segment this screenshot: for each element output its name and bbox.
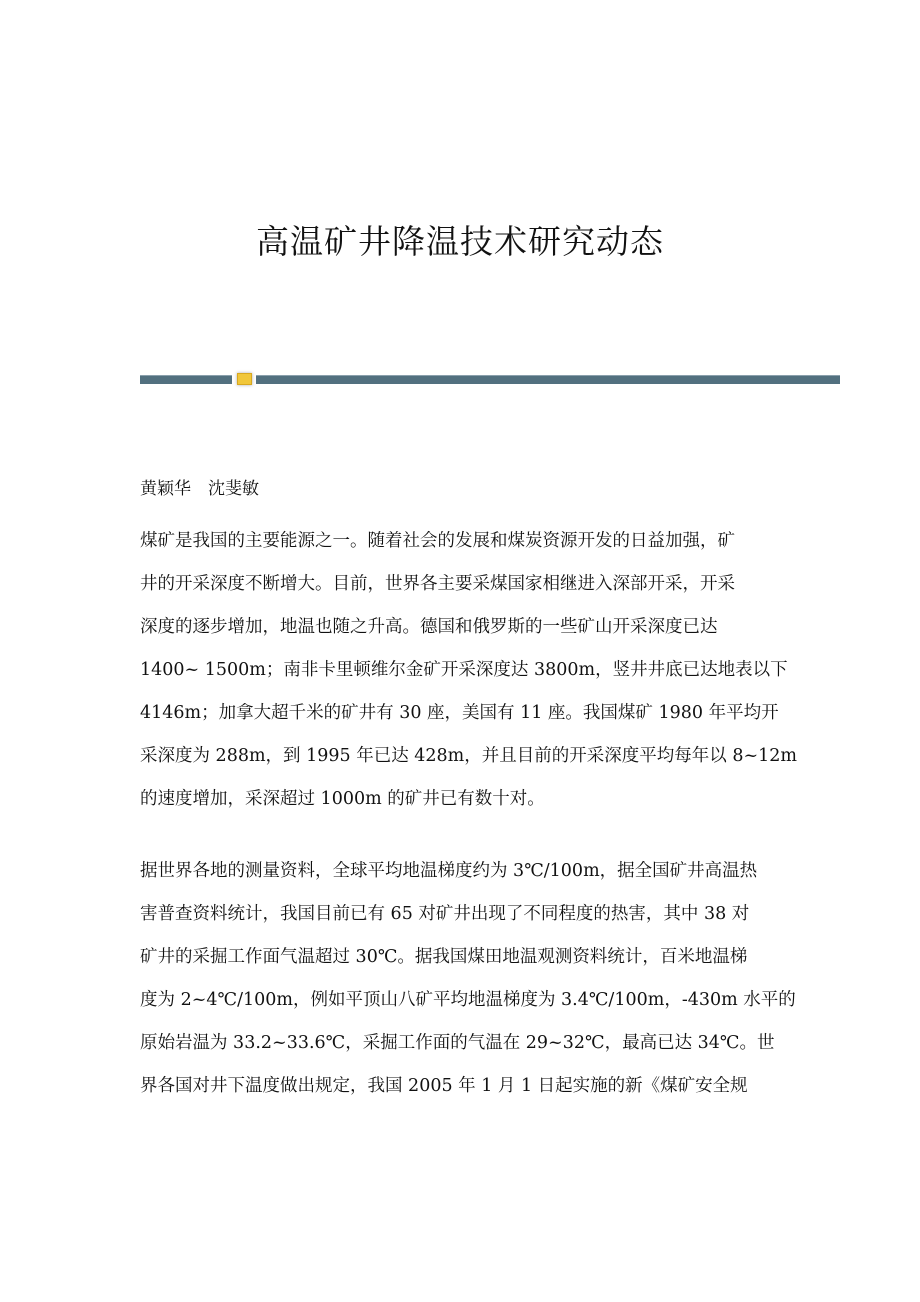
paragraph-line: 界各国对井下温度做出规定，我国 2005 年 1 月 1 日起实施的新《煤矿安全规: [140, 1076, 748, 1096]
paragraph-line: 据世界各地的测量资料，全球平均地温梯度约为 3℃/100m，据全国矿井高温热: [140, 861, 758, 881]
document-title: 高温矿井降温技术研究动态: [256, 222, 664, 261]
paragraph-line: 4146m；加拿大超千米的矿井有 30 座，美国有 11 座。我国煤矿 1980 年平均开: [140, 703, 779, 723]
paragraph-line: 原始岩温为 33.2~33.6℃，采掘工作面的气温在 29~32℃，最高已达 34℃。世: [140, 1033, 775, 1053]
paragraph-line: 井的开采深度不断增大。目前，世界各主要采煤国家相继进入深部开采，开采: [140, 574, 735, 594]
paragraph-line: 矿井的采掘工作面气温超过 30℃。据我国煤田地温观测资料统计，百米地温梯: [140, 947, 748, 967]
paragraph-line: 的速度增加，采深超过 1000m 的矿井已有数十对。: [140, 789, 545, 809]
paragraph-line: 煤矿是我国的主要能源之一。随着社会的发展和煤炭资源开发的日益加强，矿: [140, 531, 735, 551]
divider-left: [140, 375, 232, 384]
divider-ornament-icon: [237, 373, 252, 385]
divider-right: [256, 375, 840, 384]
authors: 黄颖华 沈斐敏: [140, 479, 259, 499]
paragraph-line: 害普查资料统计，我国目前已有 65 对矿井出现了不同程度的热害，其中 38 对: [140, 904, 750, 924]
paragraph-line: 度为 2~4℃/100m，例如平顶山八矿平均地温梯度为 3.4℃/100m，-430m 水平的: [140, 990, 796, 1010]
paragraph-line: 1400~ 1500m；南非卡里顿维尔金矿开采深度达 3800m，竖井井底已达地表以下: [140, 660, 788, 680]
paragraph-line: 深度的逐步增加，地温也随之升高。德国和俄罗斯的一些矿山开采深度已达: [140, 617, 718, 637]
paragraph-line: 采深度为 288m，到 1995 年已达 428m，并且目前的开采深度平均每年以 8~12m: [140, 746, 798, 766]
